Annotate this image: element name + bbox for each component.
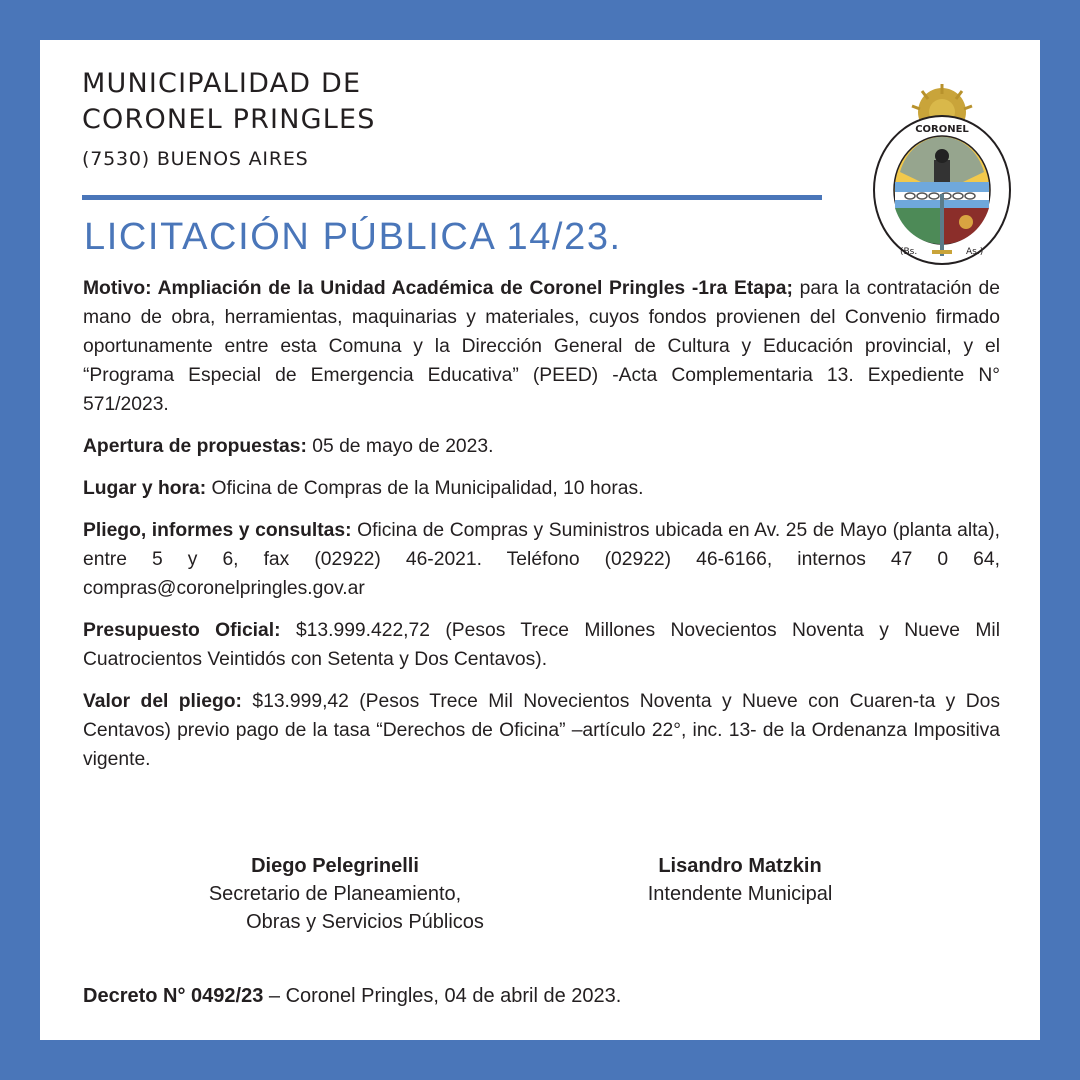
coat-of-arms-icon	[870, 82, 1015, 267]
apertura-text: 05 de mayo de 2023.	[306, 436, 494, 457]
section-apertura	[83, 432, 1000, 461]
svg-text:As.): As.)	[966, 247, 984, 257]
valor-label: Valor del pliego:	[83, 691, 242, 712]
org-line-2: CORONEL PRINGLES	[82, 104, 376, 135]
valor-text: $13.999,42 (Pesos Trece Mil Novecientos Noventa y Nueve con Cuaren-ta y Dos Centavos) previo pago de la tasa “Derechos de Oficina” –artículo 22°, inc. 13- de la Ordenanza Impositiva vigente.	[83, 691, 1000, 770]
signer-name: Diego Pelegrinelli	[251, 855, 419, 877]
signer-role-line-2: Obras y Servicios Públicos	[246, 911, 484, 933]
notice-panel	[40, 40, 1040, 1040]
org-line-1: MUNICIPALIDAD DE	[82, 68, 362, 99]
svg-text:(Bs.: (Bs.	[900, 247, 918, 257]
pliego-label: Pliego, informes y consultas:	[83, 520, 352, 541]
section-pliego	[83, 516, 1000, 603]
presupuesto-label: Presupuesto Oficial:	[83, 620, 281, 641]
section-lugar	[83, 474, 1000, 503]
notice-body	[83, 274, 1000, 787]
decree-footer	[83, 985, 621, 1008]
motivo-label: Motivo: Ampliación de la Unidad Académica de Coronel Pringles -1ra Etapa;	[83, 278, 793, 299]
pliego-text: Oficina de Compras y Suministros ubicada en Av. 25 de Mayo (planta alta), entre 5 y 6, fax (02922) 46-2021. Teléfono (02922) 46-6166, internos 47 0 64, compras@coronelpringles.gov.ar	[83, 520, 1000, 599]
header-divider	[82, 195, 822, 200]
location: (7530) BUENOS AIRES	[82, 148, 309, 170]
section-presupuesto	[83, 616, 1000, 674]
page-title: LICITACIÓN PÚBLICA 14/23.	[84, 216, 622, 258]
signer-role-line-1: Intendente Municipal	[647, 883, 833, 905]
decree-text: – Coronel Pringles, 04 de abril de 2023.	[263, 985, 622, 1007]
lugar-label: Lugar y hora:	[83, 478, 207, 499]
svg-text:CORONEL: CORONEL	[915, 124, 969, 135]
lugar-text: Oficina de Compras de la Municipalidad, 10 horas.	[206, 478, 644, 499]
signer-role-line-1: Secretario de Planeamiento,	[208, 883, 462, 905]
motivo-text: para la contratación de mano de obra, herramientas, maquinarias y materiales, cuyos fondos provienen del Convenio firmado oportunamente entre esta Comuna y la Dirección General de Cultura y Educación provincial, y el “Programa Especial de Emergencia Educativa” (PEED) -Acta Complementaria 13. Expediente N° 571/2023.	[83, 278, 1000, 415]
decree-label: Decreto N° 0492/23	[83, 985, 264, 1007]
signer-name: Lisandro Matzkin	[658, 855, 822, 877]
section-motivo	[83, 274, 1000, 419]
apertura-label: Apertura de propuestas:	[83, 436, 307, 457]
organization-name	[82, 66, 376, 138]
presupuesto-text: $13.999.422,72 (Pesos Trece Millones Novecientos Noventa y Nueve Mil Cuatrocientos Veintidós con Setenta y Dos Centavos).	[83, 620, 1000, 670]
signature-secretary	[170, 852, 500, 936]
signature-mayor	[600, 852, 880, 908]
section-valor	[83, 687, 1000, 774]
